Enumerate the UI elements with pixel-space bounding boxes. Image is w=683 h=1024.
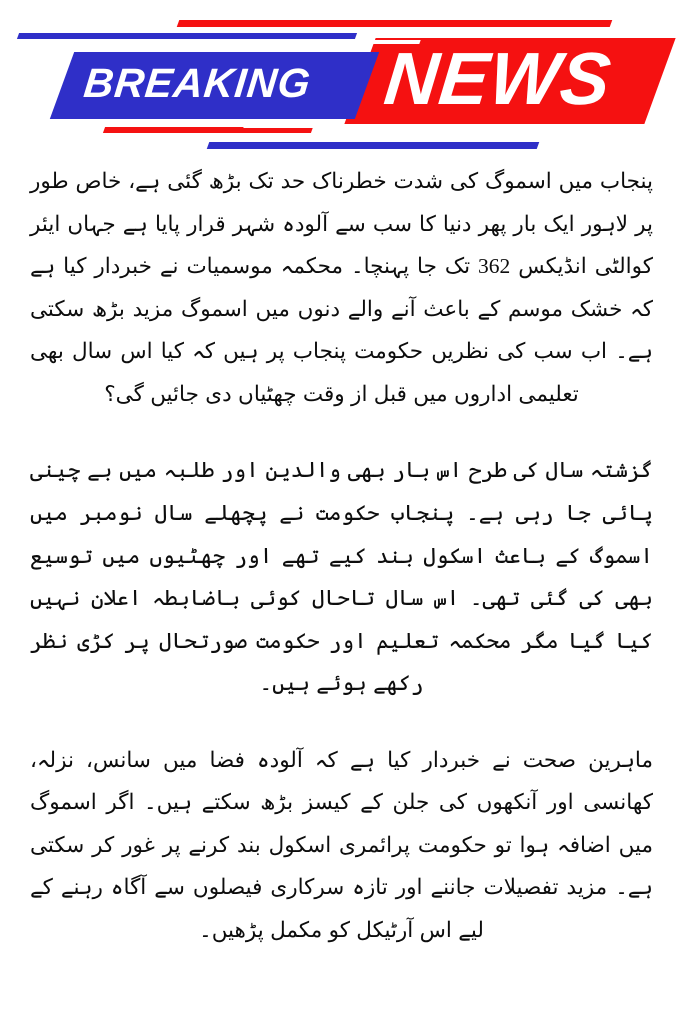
article-paragraph-3: ماہرین صحت نے خبردار کیا ہے کہ آلودہ فضا میں سانس، نزلہ، کھانسی اور آنکھوں کی جلن کے کیسز بڑھ سکتے ہیں۔ اگر اسموگ میں اضافہ ہوا تو حکومت پرائمری اسکول بند کرنے پر غور کر سکتی ہے۔ مزید تفصیلات جاننے اور تازہ سرکاری فیصلوں سے آگاہ رہنے کے لیے اس آرٹیکل کو مکمل پڑھیں۔ [30, 747, 653, 942]
banner-hairline-lower [243, 124, 354, 128]
article-body [0, 160, 683, 952]
article-paragraph-1: پنجاب میں اسموگ کی شدت خطرناک حد تک بڑھ گئی ہے، خاص طور پر لاہور ایک بار پھر دنیا کا سب سے آلودہ شہر قرار پایا ہے جہاں ایئر کوالٹی انڈیکس 362 تک جا پہنچا۔ محکمہ موسمیات نے خبردار کیا ہے کہ خشک موسم کے باعث آنے والے دنوں میں اسموگ مزید بڑھ سکتی ہے۔ اب سب کی نظریں حکومت پنجاب پر ہیں کہ کیا اس سال بھی تعلیمی اداروں میں قبل از وقت چھٹیاں دی جائیں گی؟ [30, 169, 653, 406]
decorative-rule-top-red [177, 20, 613, 27]
decorative-rule-bottom-blue [207, 142, 540, 149]
breaking-news-banner [0, 0, 683, 158]
article-paragraph-2: گزشتہ سال کی طرح اس بار بھی والدین اور طلبہ میں بے چینی پائی جا رہی ہے۔ پنجاب حکومت نے پچھلے سال نومبر میں اسموگ کے باعث اسکول بند کیے تھے اور چھٹیوں میں توسیع بھی کی گئی تھی۔ اس سال تاحال کوئی باضابطہ اعلان نہیں کیا گیا مگر محکمہ تعلیم اور حکومت صورتحال پر کڑی نظر رکھے ہوئے ہیں۔ [30, 458, 653, 696]
banner-word-news: NEWS [380, 37, 616, 120]
banner-word-breaking: BREAKING [81, 60, 314, 106]
decorative-rule-top-blue [17, 33, 357, 39]
